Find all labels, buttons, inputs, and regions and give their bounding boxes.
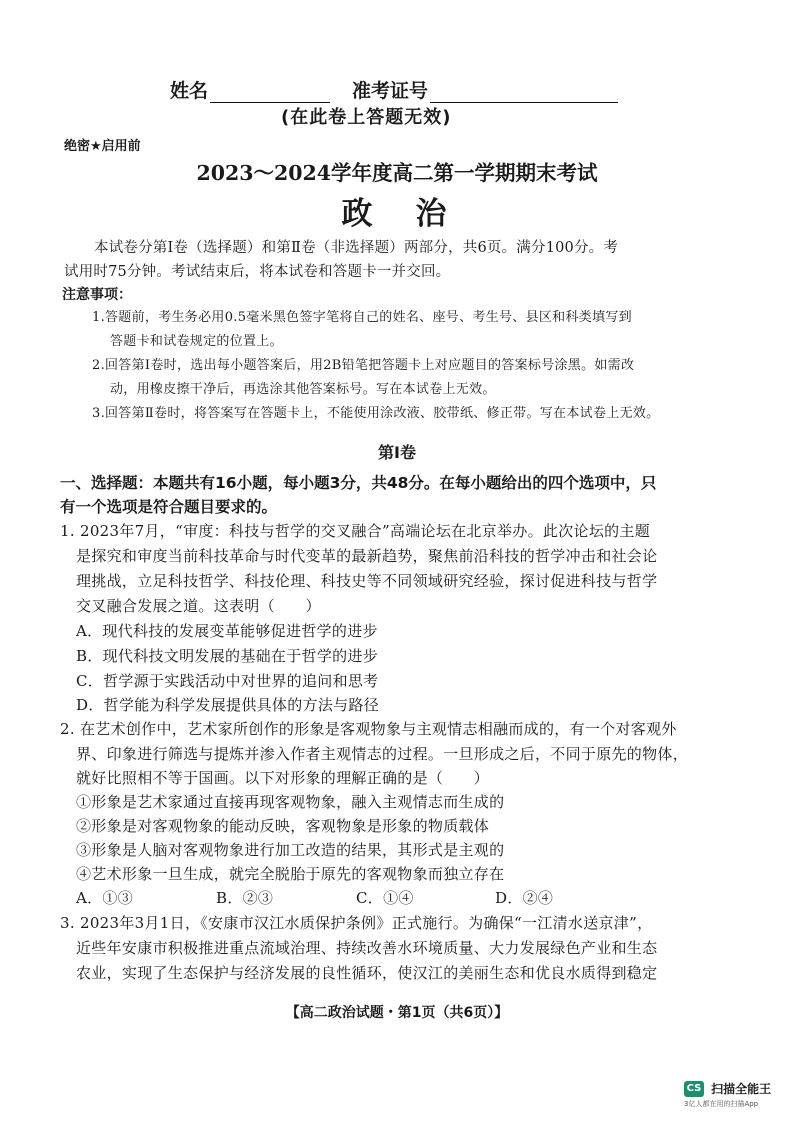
q1-option-b: B．现代科技文明发展的基础在于哲学的进步: [76, 647, 379, 665]
q2-statement-4: ④艺术形象一旦生成，就完全脱胎于原先的客观物象而独立存在: [76, 865, 505, 883]
scanner-brand: 扫描全能王: [711, 1082, 772, 1096]
note-2-line-1: 2.回答第Ⅰ卷时，选出每小题答案后，用2B铅笔把答题卡上对应题目的答案标号涂黑。如需改: [92, 358, 635, 373]
note-1-line-2: 答题卡和试卷规定的位置上。: [110, 334, 283, 349]
q1-option-d: D．哲学能为科学发展提供具体的方法与路径: [76, 696, 380, 714]
q3-line-1: 3. 2023年3月1日，《安康市汉江水质保护条例》正式施行。为确保“一江清水送京津”，: [60, 914, 653, 932]
q2-statement-1: ①形象是艺术家通过直接再现客观物象，融入主观情志而生成的: [76, 793, 505, 811]
q3-line-3: 农业，实现了生态保护与经济发展的良性循环，使汉江的美丽生态和优良水质得到稳定: [76, 964, 658, 982]
q2-statement-3: ③形象是人脑对客观物象进行加工改造的结果，其形式是主观的: [76, 841, 505, 859]
page-footer: 【高二政治试题・第1页（共6页）】: [285, 1005, 509, 1021]
ticket-blank: [430, 84, 618, 103]
q2-line-1: 2. 在艺术创作中，艺术家所创作的形象是客观物象与主观情志相融而成的，有一个对客观外: [60, 720, 677, 738]
notes-heading: 注意事项：: [62, 287, 132, 303]
subject-title: 政 治: [341, 196, 453, 232]
q2-option-a: A．①③: [76, 889, 134, 907]
ticket-label: 准考证号: [352, 76, 618, 103]
q1-line-4: 交叉融合发展之道。这表明（ ）: [76, 597, 321, 615]
intro-line-1: 本试卷分第Ⅰ卷（选择题）和第Ⅱ卷（非选择题）两部分，共6页。满分100分。考: [94, 240, 619, 256]
secret-label: 绝密★启用前: [64, 139, 141, 154]
scanner-watermark: [684, 1078, 771, 1097]
q2-line-3: 就好比照相不等于国画。以下对形象的理解正确的是（ ）: [76, 769, 490, 787]
q2-option-b: B．②③: [216, 889, 274, 907]
note-2-line-2: 动，用橡皮擦干净后，再选涂其他答案标号。写在本试卷上无效。: [110, 382, 496, 397]
intro-line-2: 试用时75分钟。考试结束后，将本试卷和答题卡一并交回。: [64, 264, 451, 280]
q1-line-1: 1. 2023年7月，“审度：科技与哲学的交叉融合”高端论坛在北京举办。此次论坛的主题: [60, 522, 651, 540]
name-label: 姓名: [170, 76, 330, 103]
q1-option-c: C．哲学源于实践活动中对世界的追问和思考: [76, 672, 379, 690]
scanner-logo-icon: CS: [684, 1081, 704, 1097]
section-instruction-2: 有一个选项是符合题目要求的。: [60, 498, 278, 516]
scanner-tagline: 3亿人都在用的扫描App: [684, 1100, 759, 1108]
q3-line-2: 近些年安康市积极推进重点流域治理、持续改善水环境质量、大力发展绿色产业和生态: [76, 939, 658, 957]
q2-option-c: C．①④: [356, 889, 414, 907]
q2-option-d: D．②④: [495, 889, 554, 907]
note-1-line-1: 1.答题前，考生务必用0.5毫米黑色签字笔将自己的姓名、座号、考生号、县区和科类填写到: [92, 310, 632, 325]
q2-statement-2: ②形象是对客观物象的能动反映，客观物象是形象的物质载体: [76, 817, 490, 835]
invalid-note: (在此卷上答题无效): [281, 107, 452, 128]
q1-line-3: 理挑战，立足科技哲学、科技伦理、科技史等不同领域研究经验，探讨促进科技与哲学: [76, 572, 658, 590]
exam-title: 2023～2024学年度高二第一学期期末考试: [196, 161, 598, 185]
q2-line-2: 界、印象进行筛选与提炼并渗入作者主观情志的过程。一旦形成之后，不同于原先的物体，: [76, 745, 689, 763]
section-title: 第Ⅰ卷: [378, 443, 416, 462]
section-instruction-1: 一、选择题：本题共有16小题，每小题3分，共48分。在每小题给出的四个选项中，只: [60, 474, 657, 492]
note-3: 3.回答第Ⅱ卷时，将答案写在答题卡上，不能使用涂改液、胶带纸、修正带。写在本试卷上无效。: [92, 406, 660, 421]
q1-option-a: A．现代科技的发展变革能够促进哲学的进步: [76, 622, 378, 640]
name-blank: [210, 84, 330, 103]
q1-line-2: 是探究和审度当前科技革命与时代变革的最新趋势，聚焦前沿科技的哲学冲击和社会论: [76, 547, 658, 565]
